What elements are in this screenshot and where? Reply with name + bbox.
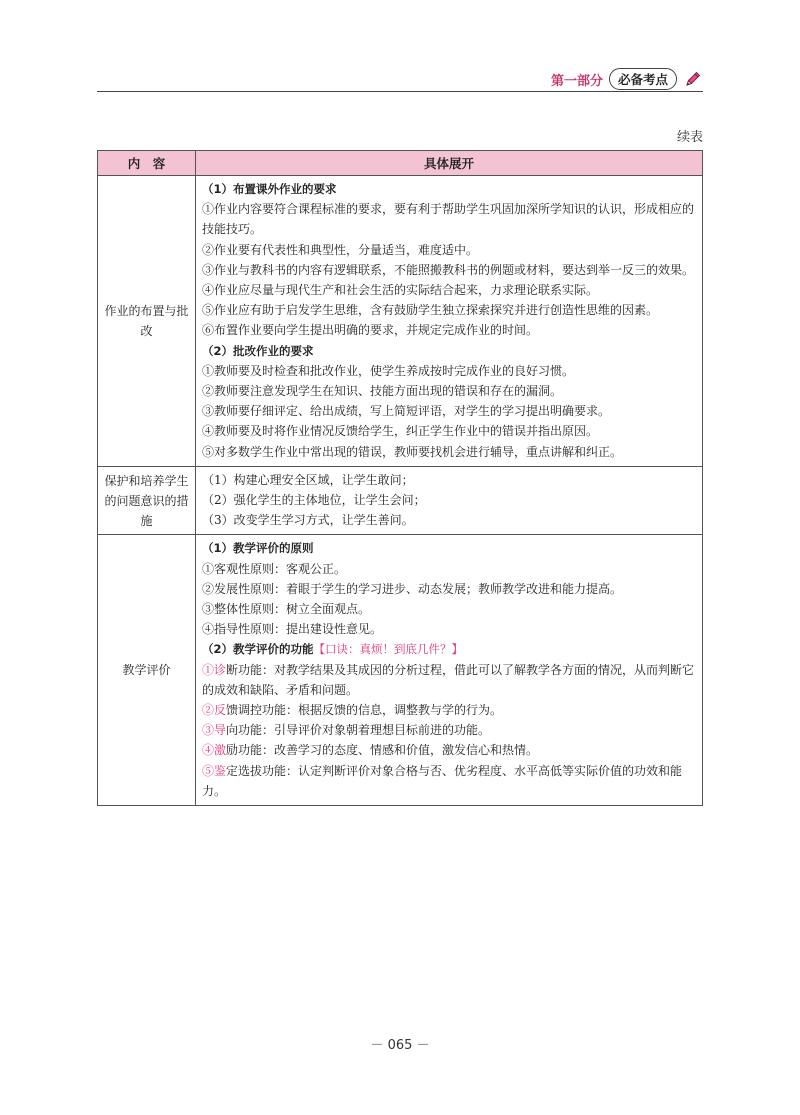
- list-item: ③教师要仔细评定、给出成绩，写上简短评语，对学生的学习提出明确要求。: [202, 404, 611, 419]
- row-details: [196, 466, 703, 535]
- item-text: 励功能：改善学习的态度、情感和价值，激发信心和热情。: [226, 743, 539, 758]
- table-header-row: [98, 151, 703, 176]
- list-item: ②教师要注意发现学生在知识、技能方面出现的错误和存在的漏洞。: [202, 384, 563, 399]
- list-item: [202, 660, 696, 700]
- list-item: ①客观性原则：客观公正。: [202, 561, 347, 576]
- header-section-marker: [551, 68, 703, 90]
- row-details: [196, 535, 703, 806]
- section-title: （1）布置课外作业的要求: [202, 182, 337, 196]
- item-number: ④: [202, 743, 215, 758]
- mnemonic-key-char: 激: [214, 743, 227, 758]
- list-item: ①作业内容要符合课程标准的要求，要有利于帮助学生巩固加深所学知识的认识，形成相应的技能技巧。: [202, 202, 695, 237]
- table-row: [98, 466, 703, 535]
- item-number: ①: [202, 662, 215, 677]
- list-item: ①教师要及时检查和批改作业，使学生养成按时完成作业的良好习惯。: [202, 363, 575, 378]
- page-number: － 065 －: [370, 1038, 430, 1053]
- list-item: ⑤对多数学生作业中常出现的错误，教师要找机会进行辅导，重点讲解和纠正。: [202, 444, 623, 459]
- mnemonic-key-char: 鉴: [214, 763, 227, 778]
- list-item: [202, 740, 696, 760]
- item-text: 定选拔功能：认定判断评价对象合格与否、优劣程度、水平高低等实际价值的功效和能力。: [202, 763, 683, 798]
- list-item: ②作业要有代表性和典型性，分量适当，难度适中。: [202, 242, 479, 257]
- item-text: 向功能：引导评价对象朝着理想目标前进的功能。: [226, 723, 491, 738]
- item-text: 馈调控功能：根据反馈的信息，调整教与学的行为。: [226, 703, 503, 718]
- section-title: （2）教学评价的功能: [202, 642, 314, 657]
- section-badge: 必备考点: [609, 68, 677, 90]
- section-title: （2）批改作业的要求: [202, 343, 314, 358]
- table-row: [98, 176, 703, 467]
- table-row: [98, 535, 703, 806]
- list-item: [202, 700, 696, 720]
- item-number: ③: [202, 723, 215, 738]
- list-item: ⑥布置作业要向学生提出明确的要求，并规定完成作业的时间。: [202, 323, 539, 338]
- mnemonic-key-char: 导: [214, 723, 227, 738]
- list-item: （2）强化学生的主体地位，让学生会问；: [202, 493, 426, 508]
- row-label: 教学评价: [98, 535, 196, 806]
- list-item: ③作业与教科书的内容有逻辑联系，不能照搬教科书的例题或材料，要达到举一反三的效果。: [202, 262, 695, 277]
- section-title-with-hint: [202, 639, 696, 659]
- header-divider: [97, 91, 703, 92]
- row-details: [196, 176, 703, 467]
- column-header-details: 具体展开: [196, 151, 703, 176]
- mnemonic-key-char: 反: [214, 703, 227, 718]
- row-label: 作业的布置与批改: [98, 176, 196, 467]
- item-text: 断功能：对教学结果及其成因的分析过程，借此可以了解教学各方面的情况，从而判断它的成效和缺陷、矛盾和问题。: [202, 662, 695, 697]
- pencil-icon: [683, 69, 703, 89]
- content-table: [97, 150, 703, 806]
- list-item: ④指导性原则：提出建设性意见。: [202, 622, 383, 637]
- list-item: ⑤作业应有助于启发学生思维，含有鼓励学生独立探索探究并进行创造性思维的因素。: [202, 303, 659, 318]
- mnemonic-hint: 【口诀：真烦！到底几件？】: [313, 642, 464, 657]
- mnemonic-key-char: 诊: [214, 662, 227, 677]
- list-item: ④教师要及时将作业情况反馈给学生，纠正学生作业中的错误并指出原因。: [202, 424, 599, 439]
- row-label: 保护和培养学生的问题意识的措施: [98, 466, 196, 535]
- item-number: ②: [202, 703, 215, 718]
- section-title: （1）教学评价的原则: [202, 541, 314, 556]
- item-number: ⑤: [202, 763, 215, 778]
- list-item: （1）构建心理安全区域，让学生敢问；: [202, 472, 414, 487]
- list-item: （3）改变学生学习方式，让学生善问。: [202, 513, 414, 528]
- part-label: 第一部分: [550, 73, 603, 89]
- column-header-content: 内 容: [98, 151, 196, 176]
- list-item: ②发展性原则：着眼于学生的学习进步、动态发展；教师教学改进和能力提高。: [202, 581, 623, 596]
- list-item: ③整体性原则：树立全面观点。: [202, 602, 371, 617]
- list-item: ④作业应尽量与现代生产和社会生活的实际结合起来，力求理论联系实际。: [202, 283, 599, 298]
- list-item: [202, 720, 696, 740]
- list-item: [202, 761, 696, 801]
- page-header: [97, 64, 703, 92]
- continued-label: 续表: [676, 130, 703, 145]
